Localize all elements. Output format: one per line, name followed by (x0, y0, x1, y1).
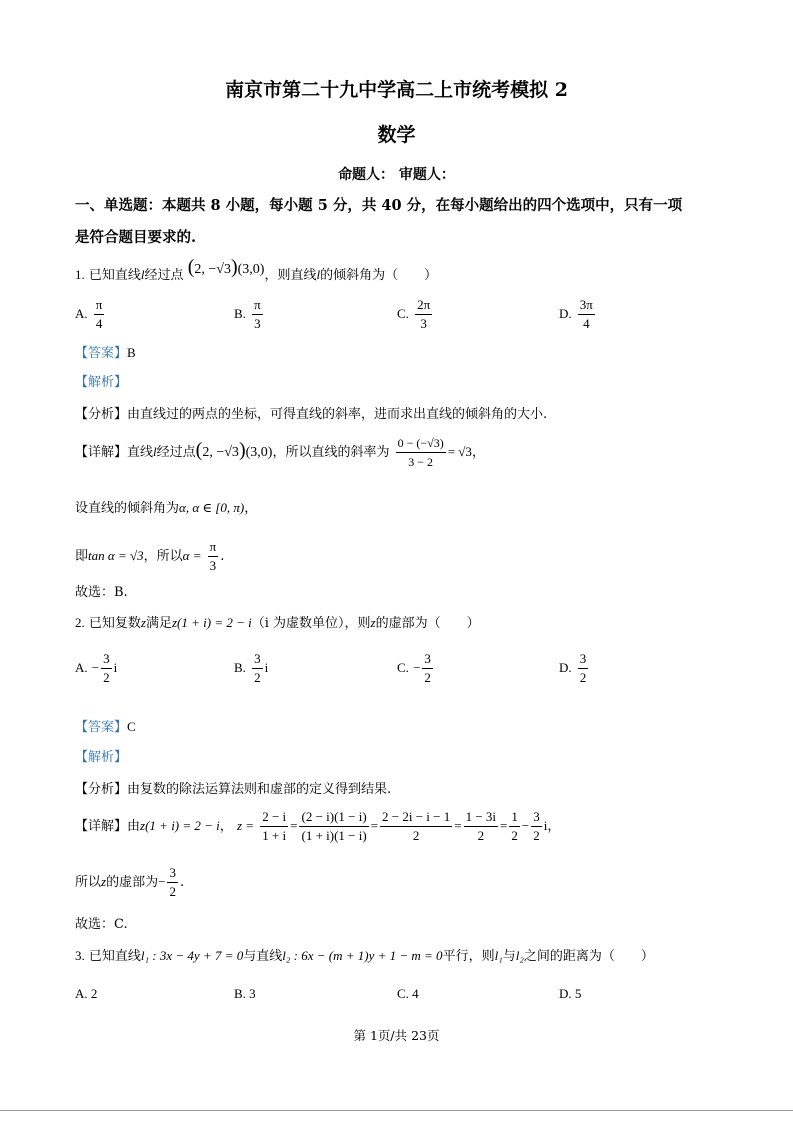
q3-option-a[interactable]: A. 2 (75, 986, 98, 1001)
detail-points: (2, −√3)(3,0) (195, 439, 273, 461)
q1-text: ，则直线 (264, 268, 317, 283)
q1-conclusion: 故选：B. (75, 585, 128, 600)
question-3: 3. 已知直线l₁ : 3x − 4y + 7 = 0与直线l₂ : 6x − (m + 1)y + 1 − m = 0平行，则l₁与l₂之间的距离为（ ） (75, 948, 654, 964)
q1-detail: 【详解】直线l经过点(2, −√3)(3,0)，所以直线的斜率为 $\frac{0 - (-√3)}{3 - 2}$ = √3， (75, 436, 485, 469)
page-footer: 第 1页/共 23页 (353, 1028, 440, 1043)
page-title: 南京市第二十九中学高二上市统考模拟 2 (225, 79, 568, 101)
q2-conclusion: 故选：C. (75, 917, 128, 932)
fraction: $\frac{3\pi}{4}$ (579, 297, 593, 331)
section-heading-line2: 是符合题目要求的. (75, 229, 197, 246)
q2-option-d[interactable]: D. $\frac{3}{2}$ (559, 651, 587, 685)
q2-fenxi: 【分析】由复数的除法运算法则和虚部的定义得到结果. (75, 782, 392, 797)
answer-value: B (127, 345, 136, 360)
q1-text: 经过点 (144, 268, 184, 283)
section-heading-line1: 一、单选题：本题共 8 小题，每小题 5 分，共 40 分，在每小题给出的四个选项中，只有一项 (75, 197, 683, 214)
q1-line2: 设直线的倾斜角为α, α ∈ [0, π)， (75, 500, 258, 516)
answer-tag: 【答案】 (75, 346, 128, 361)
q1-text: 已知直线 (88, 268, 141, 283)
q2-line2: 所以z的虚部为− $\frac{3}{2}$ . (75, 865, 185, 899)
fraction: $\frac{\pi}{3}$ (254, 297, 261, 331)
q1-analysis-tag: 【解析】 (75, 375, 128, 390)
slope-fraction: $\frac{0 - (-√3)}{3 - 2}$ (397, 436, 444, 469)
question-number: 1. (75, 267, 85, 282)
page-bottom-divider (0, 1110, 793, 1111)
fraction: $\frac{\pi}{3}$ (209, 539, 217, 573)
q2-detail: 【详解】由z(1 + i) = 2 − i， z = $\frac{2 - i}{1 + i}$ = $\frac{(2 - i)(1 - i)}{(1 + i)(1 - i)}$ = $\frac{2 - 2i - i - 1}{2}$ = $\frac{1 - 3i}{2}$ = $\frac{1}{2}$ − $\frac{3}{2}$ i， (75, 809, 561, 843)
q1-option-c[interactable]: C. $\frac{2\pi}{3}$ (397, 297, 431, 331)
q2-option-b[interactable]: B. $\frac{3}{2}$ i (234, 651, 269, 685)
subject-title: 数学 (377, 124, 416, 146)
q3-option-d[interactable]: D. 5 (559, 986, 582, 1001)
q1-text: 的倾斜角为（ ） (320, 268, 438, 283)
fraction: $\frac{2\pi}{3}$ (417, 297, 431, 331)
q3-option-b[interactable]: B. 3 (234, 986, 256, 1001)
q1-option-a[interactable]: A. $\frac{\pi}{4}$ (75, 297, 103, 331)
q1-fenxi: 【分析】由直线过的两点的坐标，可得直线的斜率，进而求出直线的倾斜角的大小. (75, 407, 548, 422)
q3-option-c[interactable]: C. 4 (397, 986, 419, 1001)
q2-option-c[interactable]: C. − $\frac{3}{2}$ (397, 651, 431, 685)
question-1: 1. 已知直线l经过点 (2, −√3)(3,0)，则直线l的倾斜角为（ ） (75, 256, 438, 283)
q2-answer: 【答案】C (75, 719, 136, 735)
q1-answer (75, 342, 136, 361)
q2-analysis-tag: 【解析】 (75, 750, 128, 765)
q1-line3: 即tan α = √3，所以α = $\frac{\pi}{3}$ . (75, 539, 225, 573)
q1-option-b[interactable]: B. $\frac{\pi}{3}$ (234, 297, 261, 331)
question-2: 2. 已知复数z满足z(1 + i) = 2 − i（i 为虚数单位），则z的虚部为（ ） (75, 615, 480, 631)
authors-line: 命题人： 审题人： (338, 167, 455, 183)
var-l: l (140, 267, 145, 282)
q1-option-d[interactable]: D. $\frac{3\pi}{4}$ (559, 297, 593, 331)
q1-points: (2, −√3)(3,0) (187, 256, 265, 278)
q2-option-a[interactable]: A. − $\frac{3}{2}$ i (75, 651, 118, 685)
fraction: $\frac{\pi}{4}$ (95, 297, 103, 331)
